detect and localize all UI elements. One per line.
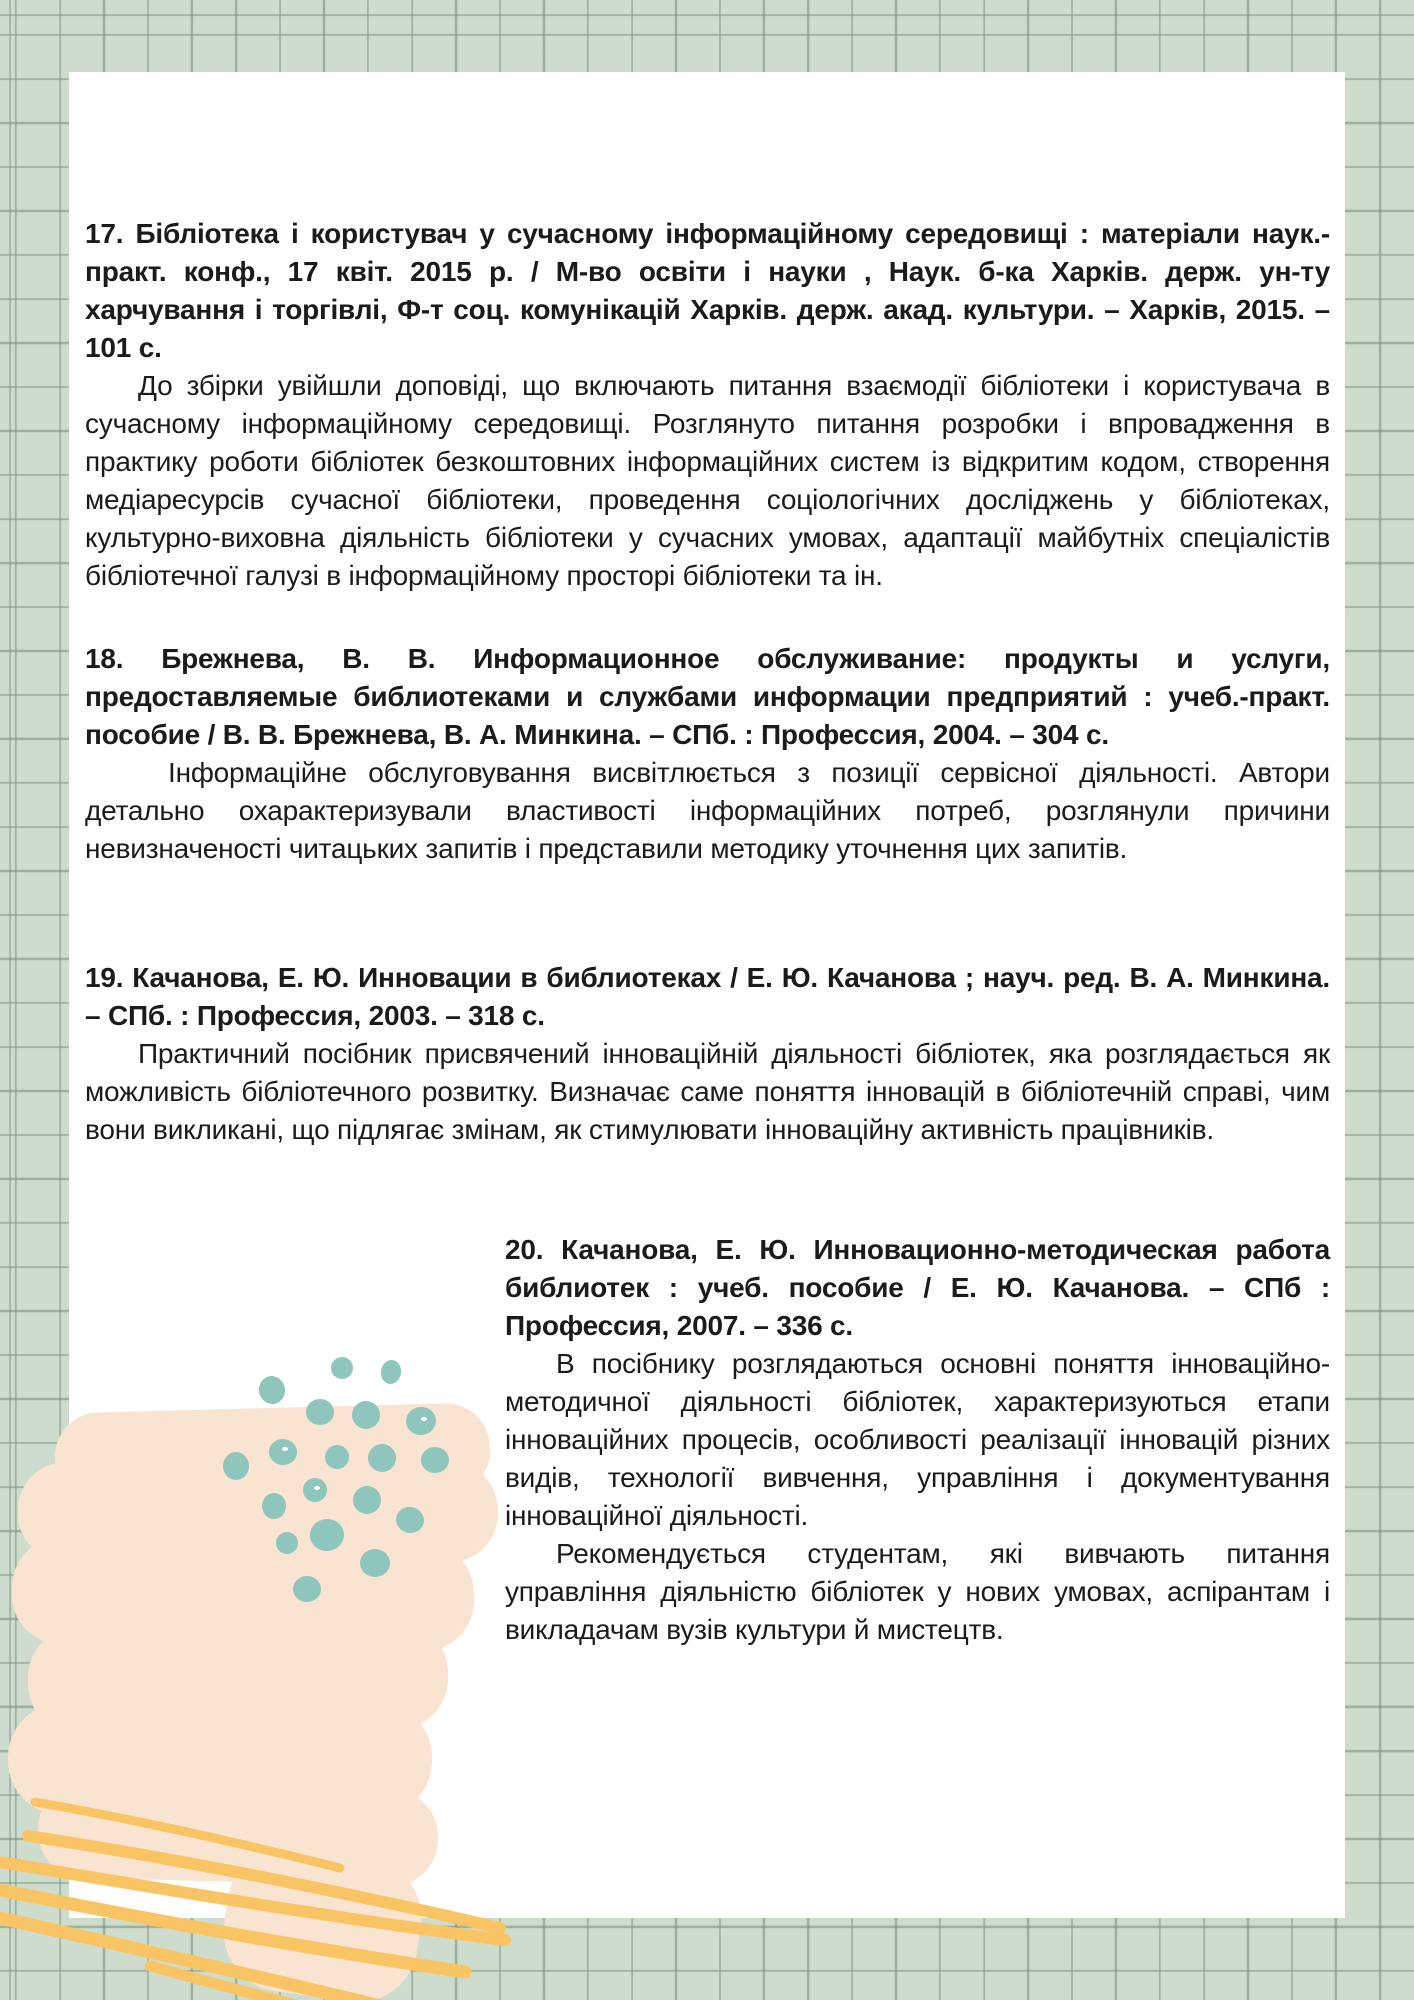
entry-19-annotation: Практичний посібник присвячений інноваційній діяльності бібліотек, яка розглядається як можливість бібліотечного розвитку. Визначає саме поняття інновацій в бібліотечній справі, чим вони викликані, що підлягає змінам, як стимулювати інноваційну активність працівників. xyxy=(85,1038,1330,1145)
entry-17-heading: 17. Бібліотека і користувач у сучасному інформаційному середовищі : матеріали наук.-практ. конф., 17 квіт. 2015 р. / М-во освіти і науки , Наук. б-ка Харків. держ. ун-ту харчування і торгівлі, Ф-т соц. комунікацій Харків. держ. акад. культури. – Харків, 2015. – 101 с. xyxy=(85,218,1330,363)
bib-entry-20 xyxy=(505,1231,1330,1649)
entry-18-heading: 18. Брежнева, В. В. Информационное обслуживание: продукты и услуги, предоставляемые библиотеками и службами информации предприятий : учеб.-практ. пособие / В. В. Брежнева, В. А. Минкина. – СПб. : Профессия, 2004. – 304 с. xyxy=(85,643,1330,750)
bib-entry-19 xyxy=(85,959,1330,1149)
entry-17-annotation: До збірки увійшли доповіді, що включають питання взаємодії бібліотеки і користувача в сучасному інформаційному середовищі. Розглянуто питання розробки і впровадження в практику роботи бібліотек безкоштовних інформаційних систем із відкритим кодом, створення медіаресурсів сучасної бібліотеки, проведення соціологічних досліджень у бібліотеках, культурно-виховна діяльність бібліотеки у сучасних умовах, адаптації майбутніх спеціалістів бібліотечної галузі в інформаційному просторі бібліотеки та ін. xyxy=(85,370,1330,591)
entry-18-annotation: Інформаційне обслуговування висвітлюється з позиції сервісної діяльності. Автори детально охарактеризували властивості інформаційних потреб, розглянули причини невизначеності читацьких запитів і представили методику уточнення цих запитів. xyxy=(85,757,1330,864)
bib-entry-18 xyxy=(85,640,1330,868)
page-content xyxy=(69,72,1345,1649)
entry-20-heading: 20. Качанова, Е. Ю. Инновационно-методическая работа библиотек : учеб. пособие / Е. Ю. Качанова. – СПб : Профессия, 2007. – 336 с. xyxy=(505,1234,1330,1341)
entry-19-heading: 19. Качанова, Е. Ю. Инновации в библиотеках / Е. Ю. Качанова ; науч. ред. В. А. Минкина. – СПб. : Профессия, 2003. – 318 с. xyxy=(85,962,1330,1031)
entry-20-annotation-2: Рекомендується студентам, які вивчають питання управління діяльністю бібліотек у нових умовах, аспірантам і викладачам вузів культури й мистецтв. xyxy=(505,1538,1330,1645)
bib-entry-17 xyxy=(85,215,1330,595)
entry-20-annotation-1: В посібнику розглядаються основні поняття інноваційно-методичної діяльності бібліотек, характеризуються етапи інноваційних процесів, особливості реалізації інновацій різних видів, технології вивчення, управління і документування інноваційної діяльності. xyxy=(505,1348,1330,1531)
